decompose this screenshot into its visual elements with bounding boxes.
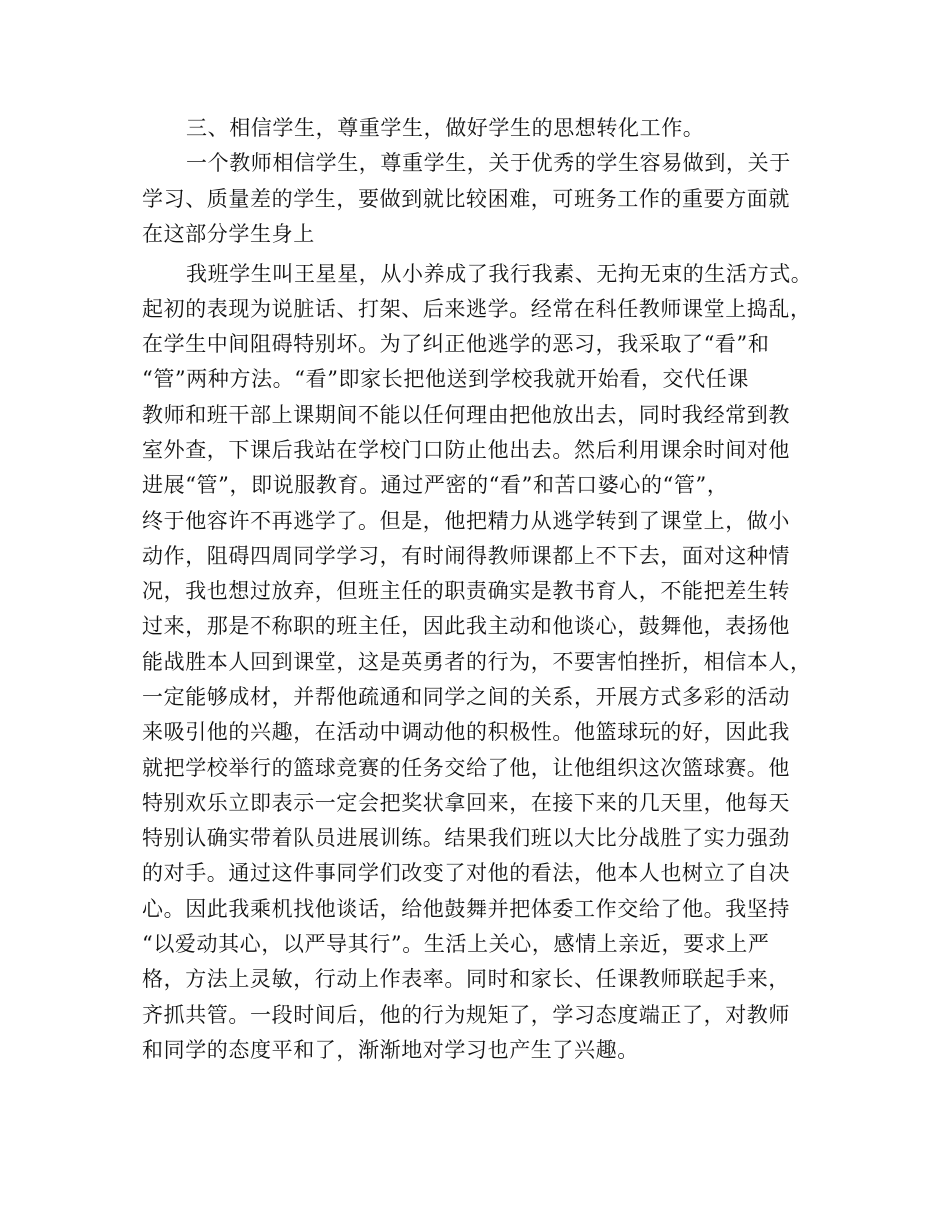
text-line: “以爱动其心，以严导其行”。生活上关心，感情上亲近，要求上严 [142, 932, 770, 956]
text-line: 进展“管”，即说服教育。通过严密的“看”和苦口婆心的“管”， [142, 473, 729, 497]
text-line: “管”两种方法。“看”即家长把他送到学校我就开始看，交代任课 [142, 367, 749, 391]
text-line: 三、相信学生，尊重学生，做好学生的思想转化工作。 [186, 116, 705, 140]
text-line: 来吸引他的兴趣，在活动中调动他的积极性。他篮球玩的好，因此我 [142, 720, 790, 744]
text-line: 特别欢乐立即表示一定会把奖状拿回来，在接下来的几天里，他每天 [142, 791, 790, 815]
text-line: 室外查，下课后我站在学校门口防止他出去。然后利用课余时间对他 [142, 438, 790, 462]
text-line: 格，方法上灵敏，行动上作表率。同时和家长、任课教师联起手来， [142, 967, 790, 991]
text-line: 的对手。通过这件事同学们改变了对他的看法，他本人也树立了自决 [142, 861, 790, 885]
text-line: 一个教师相信学生，尊重学生，关于优秀的学生容易做到，关于 [186, 151, 791, 175]
text-line: 动作，阻碍四周同学学习，有时闹得教师课都上不下去，面对这种情 [142, 544, 790, 568]
text-line: 终于他容许不再逃学了。但是，他把精力从逃学转到了课堂上，做小 [142, 509, 790, 533]
text-line: 况，我也想过放弃，但班主任的职责确实是教书育人，不能把差生转 [142, 579, 790, 603]
text-line: 过来，那是不称职的班主任，因此我主动和他谈心，鼓舞他，表扬他 [142, 614, 790, 638]
text-line: 特别认确实带着队员进展训练。结果我们班以大比分战胜了实力强劲 [142, 826, 790, 850]
text-line: 齐抓共管。一段时间后，他的行为规矩了，学习态度端正了，对教师 [142, 1003, 790, 1027]
text-line: 和同学的态度平和了，渐渐地对学习也产生了兴趣。 [142, 1038, 639, 1062]
text-line: 心。因此我乘机找他谈话，给他鼓舞并把体委工作交给了他。我坚持 [142, 897, 790, 921]
text-line: 我班学生叫王星星，从小养成了我行我素、无拘无束的生活方式。 [186, 262, 813, 286]
text-line: 在学生中间阻碍特别坏。为了纠正他逃学的恶习，我采取了“看”和 [142, 332, 770, 356]
text-line: 能战胜本人回到课堂，这是英勇者的行为，不要害怕挫折，相信本人， [142, 650, 812, 674]
text-line: 教师和班干部上课期间不能以任何理由把他放出去，同时我经常到教 [142, 403, 790, 427]
text-line: 一定能够成材，并帮他疏通和同学之间的关系，开展方式多彩的活动 [142, 685, 790, 709]
text-line: 在这部分学生身上 [142, 222, 315, 246]
text-line: 学习、质量差的学生，要做到就比较困难，可班务工作的重要方面就 [142, 187, 790, 211]
text-line: 就把学校举行的篮球竞赛的任务交给了他，让他组织这次篮球赛。他 [142, 756, 790, 780]
text-line: 起初的表现为说脏话、打架、后来逃学。经常在科任教师课堂上捣乱， [142, 297, 812, 321]
